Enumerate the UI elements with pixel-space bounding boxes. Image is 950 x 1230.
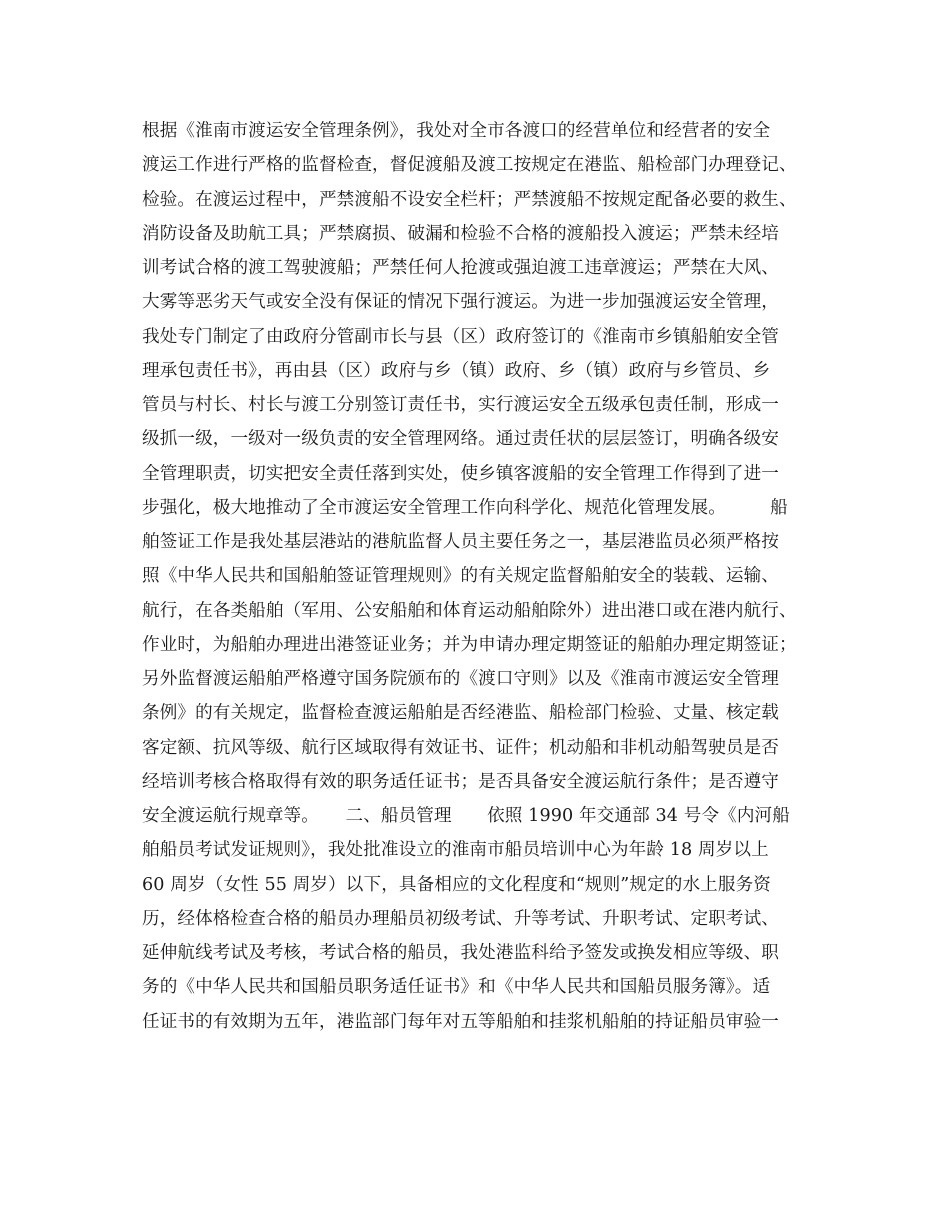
text-line-23: 60 周岁（女性 55 周岁）以下，具备相应的文化程度和“规则”规定的水上服务资 (142, 874, 771, 895)
text-line-11: 全管理职责，切实把安全责任落到实处，使乡镇客渡船的安全管理工作得到了进一 (142, 463, 779, 484)
text-line-4: 消防设备及助航工具；严禁腐损、破漏和检验不合格的渡船投入渡运；严禁未经培 (142, 223, 779, 244)
text-line-25: 延伸航线考试及考核，考试合格的船员，我处港监科给予签发或换发相应等级、职 (142, 943, 779, 963)
text-line-18: 条例》的有关规定，监督检查渡运船舶是否经港监、船检部门检验、丈量、核定载 (142, 703, 779, 724)
text-line-15: 航行，在各类船舶（军用、公安船舶和体育运动船舶除外）进出港口或在港内航行、 (142, 600, 797, 621)
text-line-10: 级抓一级，一级对一级负责的安全管理网络。通过责任状的层层签订，明确各级安 (142, 429, 779, 450)
text-line-17: 另外监督渡运船舶严格遵守国务院颁布的《渡口守则》以及《淮南市渡运安全管理 (142, 669, 779, 689)
text-line-12: 步强化，极大地推动了全市渡运安全管理工作向科学化、规范化管理发展。 船 (142, 497, 788, 518)
text-line-13: 舶签证工作是我处基层港站的港航监督人员主要任务之一，基层港监员必须严格按 (142, 532, 779, 552)
text-line-9: 管员与村长、村长与渡工分别签订责任书，实行渡运安全五级承包责任制，形成一 (142, 395, 779, 415)
text-line-2: 渡运工作进行严格的监督检查，督促渡船及渡工按规定在港监、船检部门办理登记、 (142, 155, 797, 176)
text-line-1: 根据《淮南市渡运安全管理条例》，我处对全市各渡口的经营单位和经营者的安全 (142, 121, 771, 141)
text-line-19: 客定额、抗风等级、航行区域取得有效证书、证件；机动船和非机动船驾驶员是否 (142, 737, 779, 758)
text-line-14: 照《中华人民共和国船舶签证管理规则》的有关规定监督船舶安全的装载、运输、 (142, 566, 779, 587)
text-line-6: 大雾等恶劣天气或安全没有保证的情况下强行渡运。为进一步加强渡运安全管理， (142, 292, 779, 313)
text-line-16: 作业时，为船舶办理进出港签证业务；并为申请办理定期签证的船舶办理定期签证； (142, 634, 797, 655)
text-line-26: 务的《中华人民共和国船员职务适任证书》和《中华人民共和国船员服务簿》。适 (142, 977, 771, 998)
text-line-3: 检验。在渡运过程中，严禁渡船不设安全栏杆；严禁渡船不按规定配备必要的救生、 (142, 189, 797, 210)
text-line-27: 任证书的有效期为五年，港监部门每年对五等船舶和挂浆机船舶的持证船员审验一 (142, 1011, 779, 1032)
text-line-24: 历，经体格检查合格的船员办理船员初级考试、升等考试、升职考试、定职考试、 (142, 908, 779, 929)
body-paragraph (142, 114, 832, 1039)
text-line-20: 经培训考核合格取得有效的职务适任证书；是否具备安全渡运航行条件；是否遵守 (142, 771, 779, 792)
text-line-21: 安全渡运航行规章等。 二、船员管理 依照 1990 年交通部 34 号令《内河船 (142, 806, 790, 826)
text-line-7: 我处专门制定了由政府分管副市长与县（区）政府签订的《淮南市乡镇船舶安全管 (142, 326, 779, 347)
text-line-5: 训考试合格的渡工驾驶渡船；严禁任何人抢渡或强迫渡工违章渡运；严禁在大风、 (142, 258, 779, 278)
text-line-22: 舶船员考试发证规则》，我处批准设立的淮南市船员培训中心为年龄 18 周岁以上 (142, 840, 769, 861)
text-line-8: 理承包责任书》，再由县（区）政府与乡（镇）政府、乡（镇）政府与乡管员、乡 (142, 360, 771, 381)
